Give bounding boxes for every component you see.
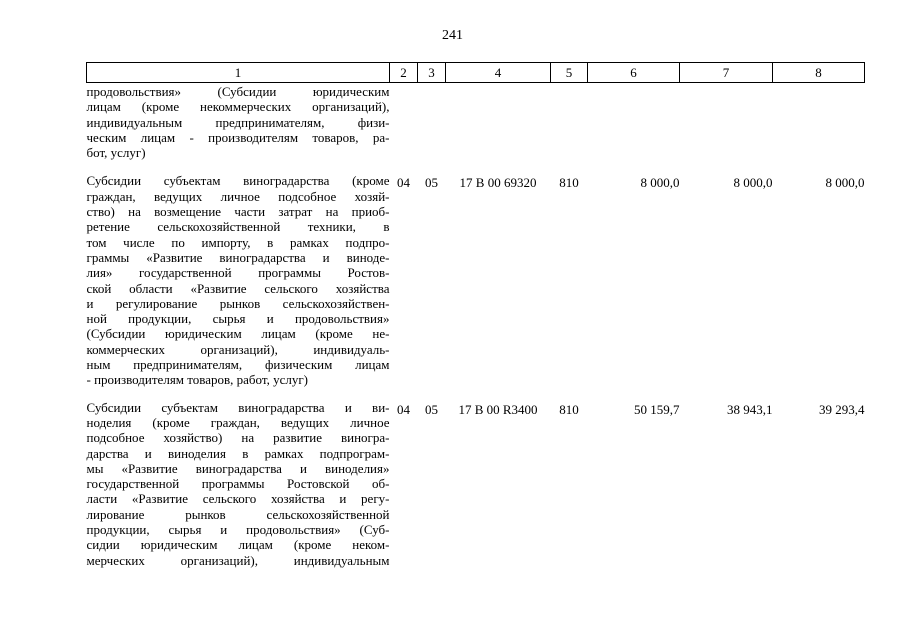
- description-line: сидии юридическим лицам (кроме неком-: [86, 537, 390, 553]
- row-description: [87, 83, 390, 161]
- amount-col7: 38 943,1: [727, 401, 773, 417]
- description-line: государственной программы Ростовской об-: [86, 476, 390, 492]
- description-line: ной продукции, сырья и продовольствия»: [86, 311, 390, 327]
- description-line: Субсидии субъектам виноградарства (кроме: [86, 173, 390, 189]
- section-code: 04: [397, 175, 410, 191]
- description-line: дарства и виноделия в рамках подпрограм-: [86, 445, 390, 461]
- description-line: том числе по импорту, в рамках подпро-: [86, 234, 390, 250]
- description-line: ретение сельскохозяйственной техники, в: [86, 219, 390, 235]
- target-article-code: 17 В 00 R3400: [458, 401, 538, 417]
- description-line: лицам (кроме некоммерческих организаций),: [86, 99, 390, 115]
- description-line: подсобное хозяйство) на развитие виногра-: [86, 430, 390, 446]
- description-line: Субсидии субъектам виноградарства и ви-: [86, 399, 390, 415]
- target-article-code: [446, 83, 551, 161]
- description-line: ческим лицам - производителям товаров, ра-: [86, 129, 390, 145]
- description-line: мерческих организаций), индивидуальным: [86, 552, 390, 568]
- description-line: - производителям товаров, работ, услуг): [86, 372, 308, 388]
- description-line: ласти «Развитие сельского хозяйства и регу-: [86, 491, 390, 507]
- amount-col8: [773, 83, 865, 161]
- table-row: [87, 388, 865, 568]
- expense-type-code: [551, 83, 588, 161]
- description-line: (Субсидии юридическим лицам (кроме не-: [86, 326, 390, 342]
- amount-col6: [588, 83, 680, 161]
- description-line: ство) на возмещение части затрат на приоб-: [86, 204, 390, 220]
- header-cell-5: 5: [551, 63, 588, 83]
- target-article-code: 17 В 00 69320: [459, 175, 537, 191]
- description-line: продовольствия» (Субсидии юридическим: [86, 84, 390, 99]
- row-description: [87, 160, 390, 387]
- description-line: бот, услуг): [86, 145, 146, 161]
- description-line: ноделия (кроме граждан, ведущих личное: [86, 414, 390, 430]
- description-line: и регулирование рынков сельскохозяйствен-: [86, 295, 390, 311]
- table-row: [87, 83, 865, 161]
- description-line: граждан, ведущих личное подсобное хозяй-: [86, 188, 390, 204]
- expense-type-code: 810: [559, 401, 579, 417]
- description-line: лирование рынков сельскохозяйственной: [86, 506, 390, 522]
- header-cell-4: 4: [446, 63, 551, 83]
- header-cell-2: 2: [390, 63, 418, 83]
- amount-col6: 50 159,7: [634, 401, 680, 417]
- description-line: граммы «Развитие виноградарства и виноде-: [86, 249, 390, 265]
- description-line: мы «Развитие виноградарства и виноделия»: [86, 460, 390, 476]
- amount-col7: [680, 83, 773, 161]
- header-cell-7: 7: [680, 63, 773, 83]
- header-cell-3: 3: [418, 63, 446, 83]
- subsection-code: [418, 83, 446, 161]
- subsection-code: 05: [425, 401, 438, 417]
- section-code: 04: [397, 401, 410, 417]
- subsection-code: 05: [425, 175, 438, 191]
- header-cell-1: 1: [87, 63, 390, 83]
- page-number: 241: [442, 28, 463, 43]
- description-line: ской области «Развитие сельского хозяйства: [86, 280, 390, 296]
- amount-col8: 8 000,0: [825, 175, 865, 191]
- header-row: [87, 63, 865, 83]
- section-code: [390, 83, 418, 161]
- budget-table: [86, 62, 865, 568]
- description-line: лия» государственной программы Ростов-: [86, 265, 390, 281]
- amount-col8: 39 293,4: [819, 401, 865, 417]
- description-line: продукции, сырья и продовольствия» (Суб-: [86, 522, 390, 538]
- header-cell-6: 6: [588, 63, 680, 83]
- expense-type-code: 810: [559, 175, 579, 191]
- amount-col6: 8 000,0: [640, 175, 680, 191]
- table-row: [87, 160, 865, 387]
- description-line: коммерческих организаций), индивидуаль-: [86, 341, 390, 357]
- header-cell-8: 8: [773, 63, 865, 83]
- description-line: индивидуальным предпринимателям, физи-: [86, 114, 390, 130]
- description-line: ным предпринимателям, физическим лицам: [86, 357, 390, 373]
- amount-col7: 8 000,0: [733, 175, 773, 191]
- row-description: [87, 388, 390, 568]
